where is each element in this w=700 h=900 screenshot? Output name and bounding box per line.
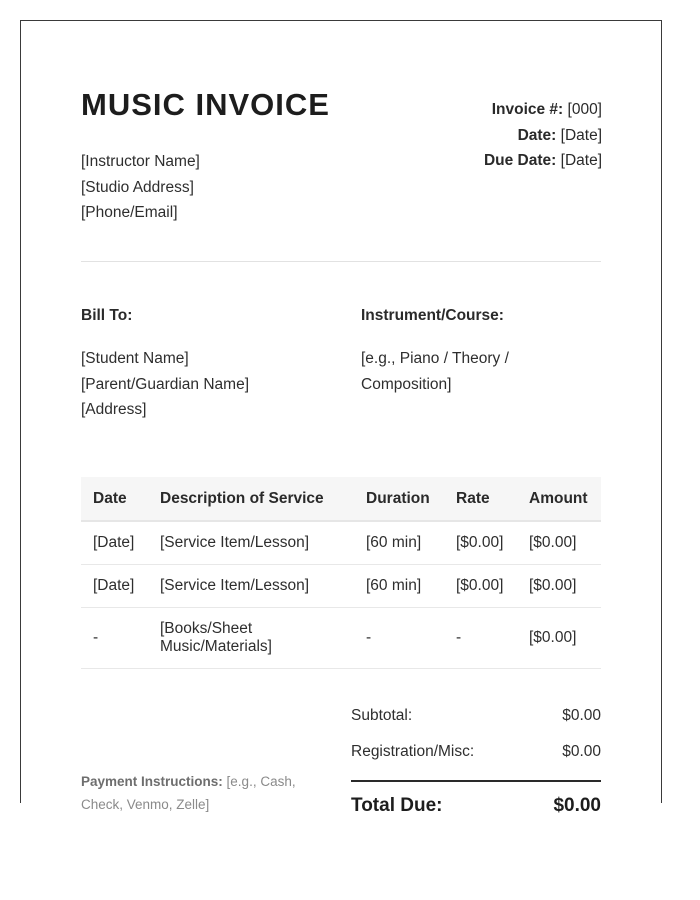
services-table xyxy=(81,477,601,669)
due-date-value: [Date] xyxy=(560,152,602,169)
invoice-date-label: Date: xyxy=(517,126,557,144)
header-duration: Duration xyxy=(354,477,444,521)
row-description: [Service Item/Lesson] xyxy=(148,565,354,608)
due-date-label: Due Date: xyxy=(483,152,557,169)
instrument-line-1: [e.g., Piano / Theory / xyxy=(361,350,509,367)
total-due-label: Total Due: xyxy=(351,795,443,816)
header-amount: Amount xyxy=(517,477,601,521)
table-header-row xyxy=(81,477,601,521)
subtotal-row xyxy=(351,707,601,727)
payment-label: Payment Instructions: xyxy=(81,774,223,789)
header-description: Description of Service xyxy=(148,477,354,521)
row-duration: [60 min] xyxy=(354,521,444,565)
totals-block xyxy=(351,707,601,817)
row-rate: [$0.00] xyxy=(444,521,517,565)
invoice-meta xyxy=(484,97,602,174)
row-duration: - xyxy=(354,608,444,669)
row-date: [Date] xyxy=(81,565,148,608)
invoice-number-label: Invoice #: xyxy=(491,101,564,118)
invoice-date-row xyxy=(484,123,602,149)
header-divider xyxy=(81,261,601,262)
row-amount: [$0.00] xyxy=(517,521,601,565)
instrument-details xyxy=(361,346,509,397)
total-divider xyxy=(351,780,601,782)
invoice-page xyxy=(20,20,662,816)
total-due-value: $0.00 xyxy=(553,795,601,816)
bill-to-label: Bill To: xyxy=(81,307,133,324)
subtotal-value: $0.00 xyxy=(562,707,601,724)
bill-to-details xyxy=(81,346,249,423)
row-amount: [$0.00] xyxy=(517,608,601,669)
row-description-line-1: [Books/Sheet xyxy=(160,620,253,637)
total-due-row xyxy=(351,795,601,819)
guardian-name: [Parent/Guardian Name] xyxy=(81,375,250,393)
instrument-line-2: Composition] xyxy=(361,375,452,393)
instructor-info xyxy=(81,149,200,226)
instructor-name: [Instructor Name] xyxy=(81,153,200,170)
row-rate: - xyxy=(444,608,517,669)
invoice-title: MUSIC INVOICE xyxy=(81,87,330,122)
table-row xyxy=(81,521,601,565)
row-amount: [$0.00] xyxy=(517,565,601,608)
misc-row xyxy=(351,743,601,763)
row-date: - xyxy=(81,608,148,669)
row-description xyxy=(148,608,354,669)
misc-value: $0.00 xyxy=(562,743,601,760)
payment-text: [e.g., Cash, Check, Venmo, Zelle] xyxy=(81,774,296,812)
row-description-line-2: Music/Materials] xyxy=(160,638,272,655)
misc-label: Registration/Misc: xyxy=(351,743,475,760)
instrument-label: Instrument/Course: xyxy=(361,307,504,324)
student-name: [Student Name] xyxy=(81,350,189,367)
bill-to-address: [Address] xyxy=(81,401,147,418)
table-row xyxy=(81,608,601,669)
phone-email: [Phone/Email] xyxy=(81,204,178,221)
invoice-number-value: [000] xyxy=(567,101,602,118)
row-date: [Date] xyxy=(81,521,148,565)
due-date-row xyxy=(484,148,602,174)
row-duration: [60 min] xyxy=(354,565,444,608)
invoice-date-value: [Date] xyxy=(560,126,602,144)
studio-address: [Studio Address] xyxy=(81,178,194,196)
subtotal-label: Subtotal: xyxy=(351,707,413,724)
row-rate: [$0.00] xyxy=(444,565,517,608)
invoice-number-row xyxy=(484,97,602,123)
header-date: Date xyxy=(81,477,148,521)
payment-instructions xyxy=(81,770,331,816)
row-description: [Service Item/Lesson] xyxy=(148,521,354,565)
table-row xyxy=(81,565,601,608)
header-rate: Rate xyxy=(444,477,517,521)
